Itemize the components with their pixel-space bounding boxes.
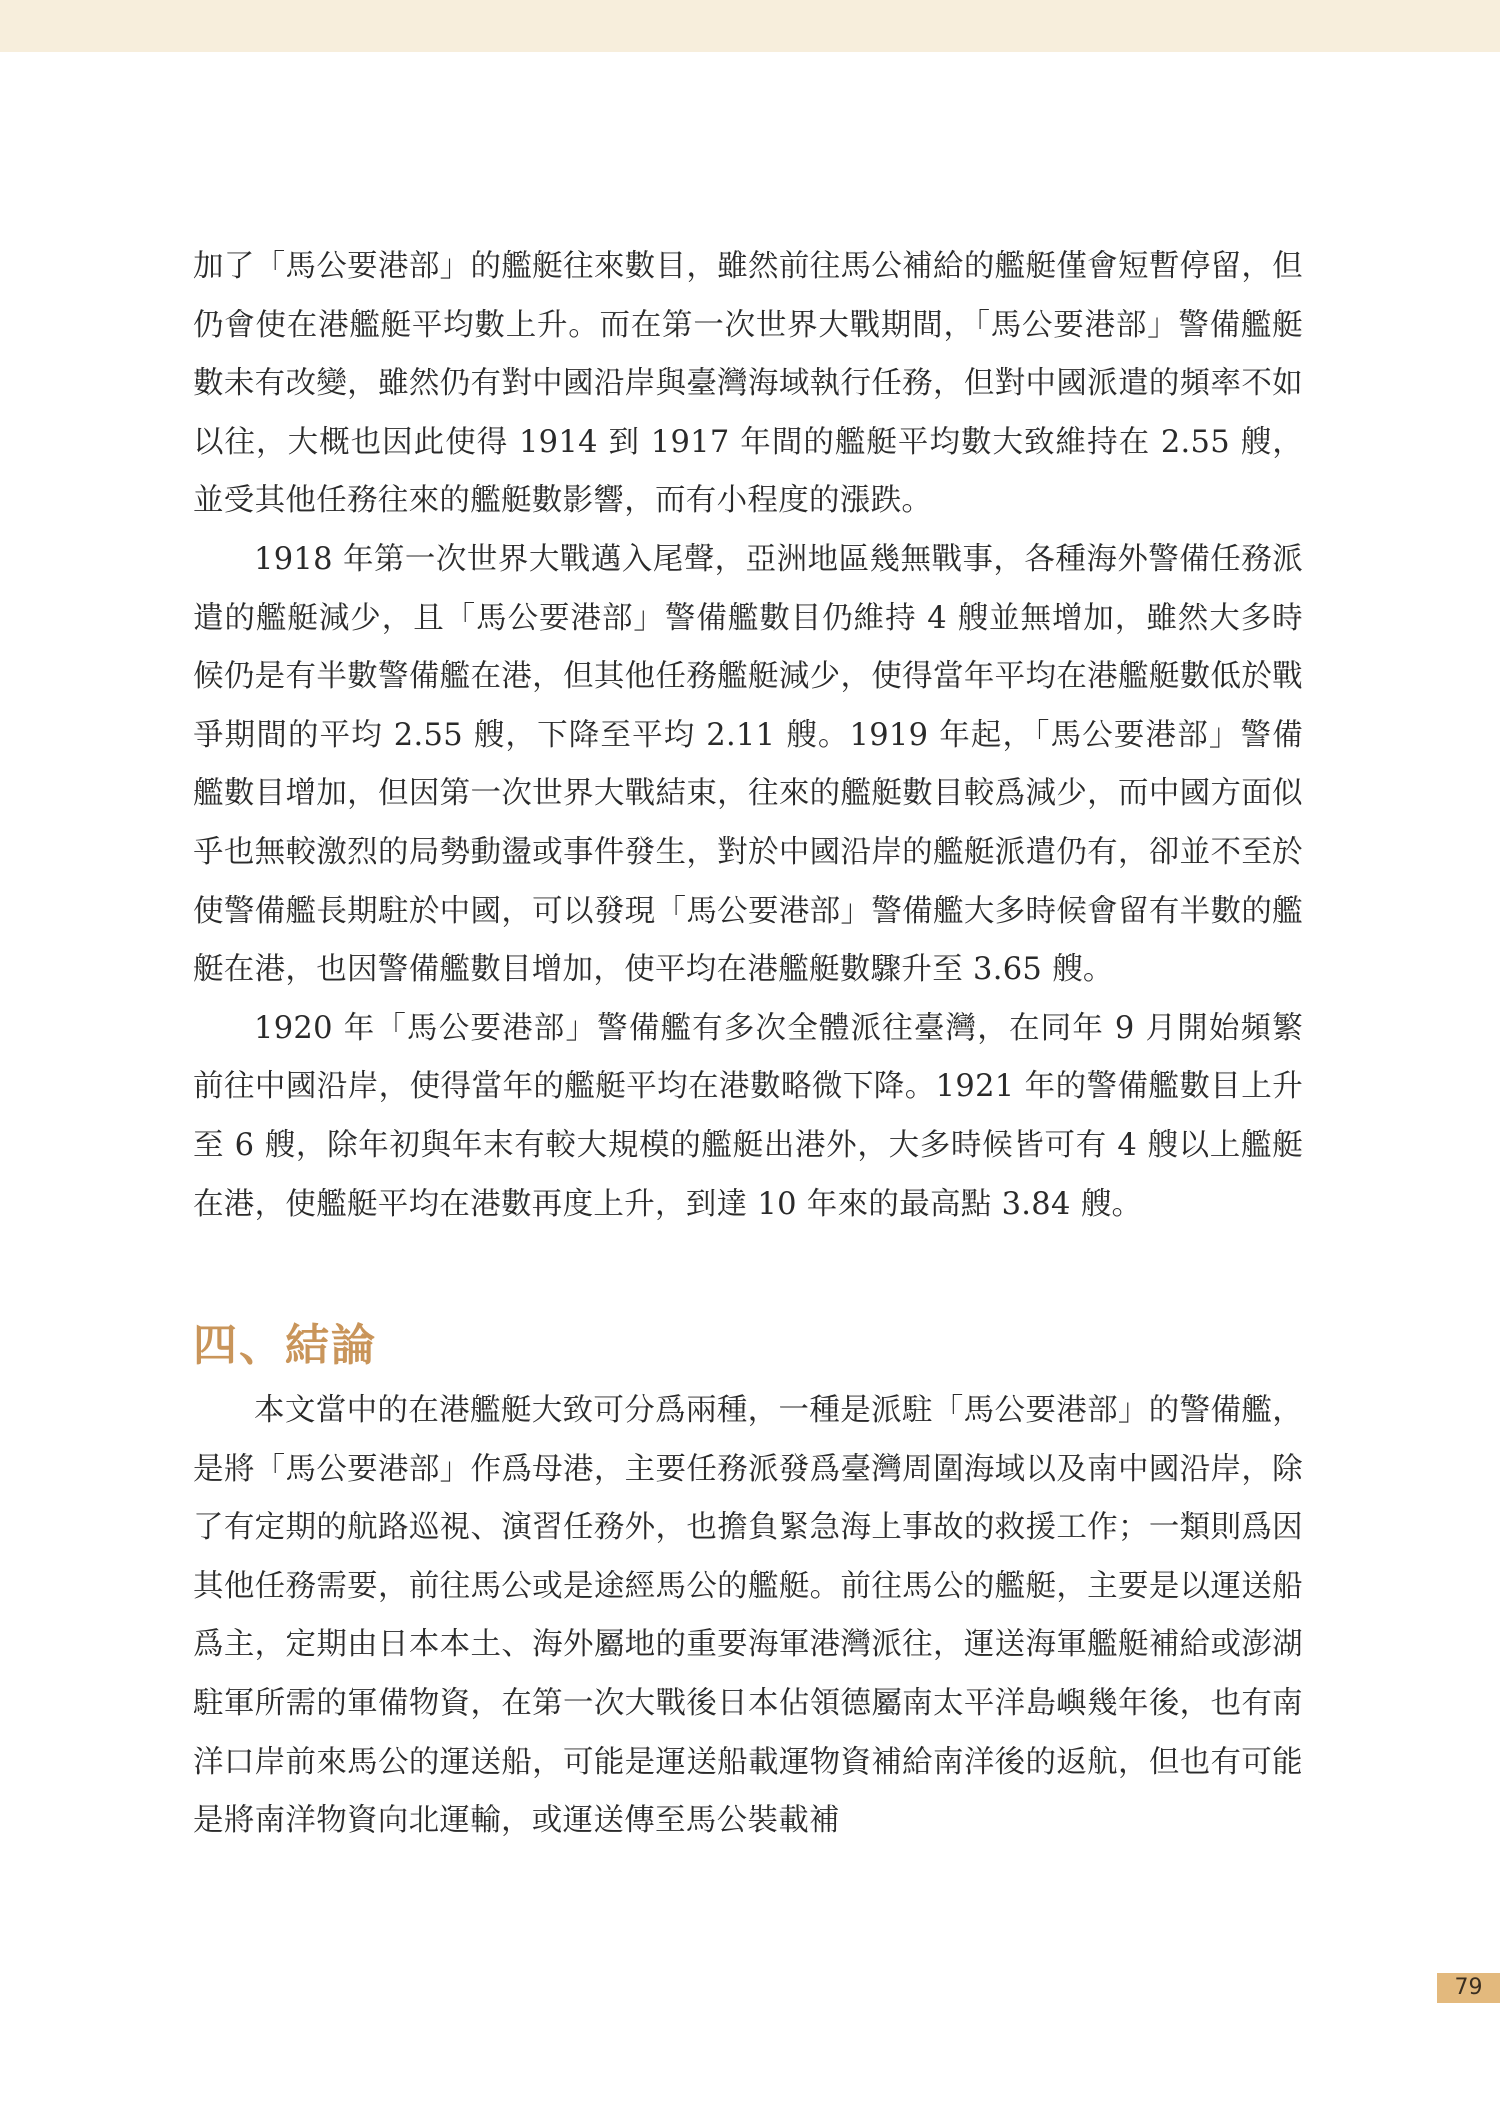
paragraph-conclusion: 本文當中的在港艦艇大致可分爲兩種，一種是派駐「馬公要港部」的警備艦，是將「馬公要港部」作爲母港，主要任務派發爲臺灣周圍海域以及南中國沿岸，除了有定期的航路巡視、演習任務外，也擔負緊急海上事故的救援工作；一類則爲因其他任務需要，前往馬公或是途經馬公的艦艇。前往馬公的艦艇，主要是以運送船爲主，定期由日本本土、海外屬地的重要海軍港灣派往，運送海軍艦艇補給或澎湖駐軍所需的軍備物資，在第一次大戰後日本佔領德屬南太平洋島嶼幾年後，也有南洋口岸前來馬公的運送船，可能是運送船載運物資補給南洋後的返航，但也有可能是將南洋物資向北運輸，或運送傳至馬公裝載補 bbox=[193, 1393, 1303, 1839]
paragraph-1918: 1918 年第一次世界大戰邁入尾聲，亞洲地區幾無戰事，各種海外警備任務派遣的艦艇減少，且「馬公要港部」警備艦數目仍維持 4 艘並無增加，雖然大多時候仍是有半數警備艦在港，但其他任務艦艇減少，使得當年平均在港艦艇數低於戰爭期間的平均 2.55 艘，下降至平均 2.11 艘。1919 年起，「馬公要港部」警備艦數目增加，但因第一次世界大戰結束，往來的艦艇數目較爲減少，而中國方面似乎也無較激烈的局勢動盪或事件發生，對於中國沿岸的艦艇派遣仍有，卻並不至於使警備艦長期駐於中國，可以發現「馬公要港部」警備艦大多時候會留有半數的艦艇在港，也因警備艦數目增加，使平均在港艦艇數驟升至 3.65 艘。 bbox=[193, 541, 1303, 988]
page-number: 79 bbox=[1437, 1973, 1500, 2003]
section-heading-conclusion: 四、結論 bbox=[193, 1320, 377, 1372]
paragraph-continuation: 加了「馬公要港部」的艦艇往來數目，雖然前往馬公補給的艦艇僅會短暫停留，但仍會使在港艦艇平均數上升。而在第一次世界大戰期間，「馬公要港部」警備艦艇數未有改變，雖然仍有對中國沿岸與臺灣海域執行任務，但對中國派遣的頻率不如以往，大概也因此使得 1914 到 1917 年間的艦艇平均數大致維持在 2.55 艘，並受其他任務往來的艦艇數影響，而有小程度的漲跌。 bbox=[193, 249, 1303, 519]
header-band bbox=[0, 0, 1500, 52]
page-body bbox=[193, 238, 1303, 1851]
paragraph-1920: 1920 年「馬公要港部」警備艦有多次全體派往臺灣，在同年 9 月開始頻繁前往中國沿岸，使得當年的艦艇平均在港數略微下降。1921 年的警備艦數目上升至 6 艘，除年初與年末有較大規模的艦艇出港外，大多時候皆可有 4 艘以上艦艇在港，使艦艇平均在港數再度上升，到達 10 年來的最高點 3.84 艘。 bbox=[193, 1010, 1303, 1222]
